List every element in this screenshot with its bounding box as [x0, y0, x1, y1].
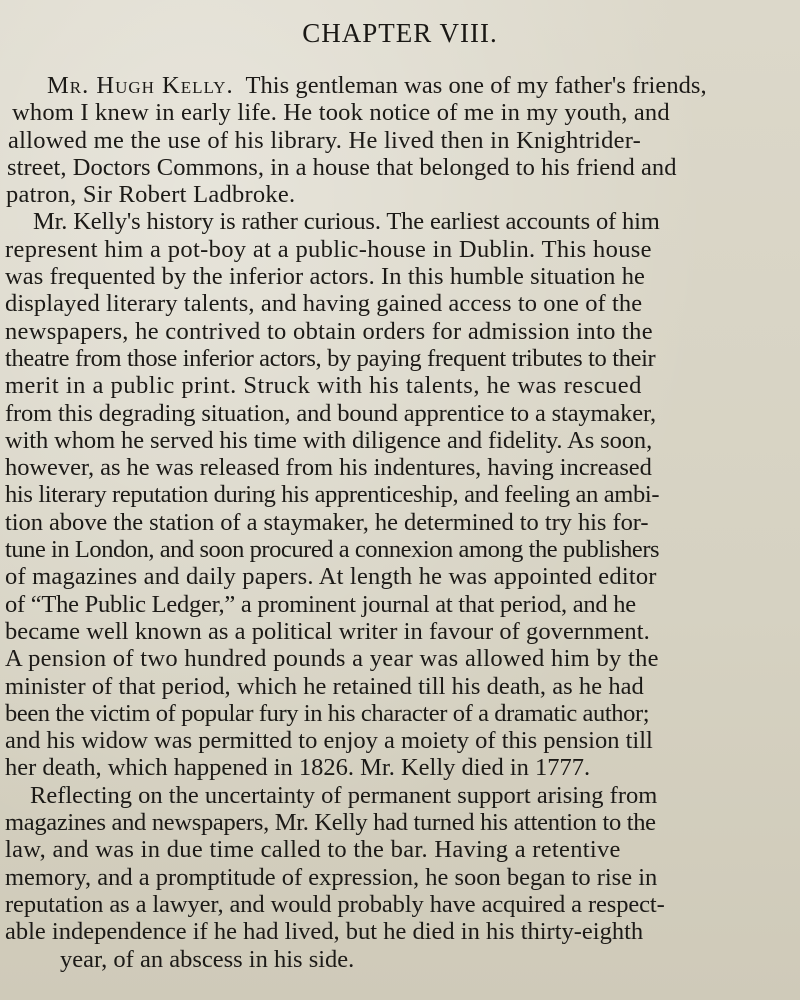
text-line: became well known as a political writer in favour of government. [5, 617, 650, 645]
text-line: been the victim of popular fury in his character of a dramatic author; [5, 699, 650, 727]
text-line: year, of an abscess in his side. [60, 945, 355, 973]
text-line: displayed literary talents, and having gained access to one of the [5, 290, 643, 318]
text-line: magazines and newspapers, Mr. Kelly had turned his attention to the [5, 809, 656, 837]
text-line: was frequented by the inferior actors. In this humble situation he [5, 263, 646, 291]
text-line: law, and was in due time called to the bar. Having a retentive [5, 836, 621, 864]
text-line: tune in London, and soon procured a connexion among the publishers [5, 536, 660, 564]
body-text [0, 72, 800, 973]
text-line: able independence if he had lived, but he died in his thirty-eighth [5, 918, 644, 946]
text-line: allowed me the use of his library. He lived then in Knightrider- [8, 126, 642, 154]
text-line: whom I knew in early life. He took notice of me in my youth, and [12, 99, 670, 127]
subject-name: Mr. Hugh Kelly. [47, 72, 234, 99]
text-line: Mr. Hugh Kelly. This gentleman was one of my father's friends, [47, 72, 707, 99]
text-line: newspapers, he contrived to obtain orders for admission into the [5, 317, 653, 345]
text-line: and his widow was permitted to enjoy a moiety of this pension till [5, 727, 653, 755]
text-line: street, Doctors Commons, in a house that belonged to his friend and [7, 153, 677, 181]
text-line: reputation as a lawyer, and would probably have acquired a respect- [5, 890, 665, 918]
text-line: merit in a public print. Struck with his talents, he was rescued [5, 372, 642, 400]
text-line: however, as he was released from his indentures, having increased [5, 454, 652, 482]
text-line: with whom he served his time with diligence and fidelity. As soon, [5, 426, 653, 454]
chapter-heading: CHAPTER VIII. [302, 18, 498, 48]
text-line: theatre from those inferior actors, by paying frequent tributes to their [5, 344, 656, 372]
text-line: memory, and a promptitude of expression, he soon began to rise in [5, 863, 658, 891]
text-line: of magazines and daily papers. At length he was appointed editor [5, 563, 657, 591]
text-line: of “The Public Ledger,” a prominent journal at that period, and he [5, 590, 636, 618]
text-line: tion above the station of a staymaker, he determined to try his for- [5, 508, 649, 536]
text-line: patron, Sir Robert Ladbroke. [6, 181, 296, 209]
text-line: Reflecting on the uncertainty of permanent support arising from [30, 781, 658, 809]
text-line: his literary reputation during his apprenticeship, and feeling an ambi- [5, 481, 660, 509]
text-line: represent him a pot-boy at a public-house in Dublin. This house [5, 235, 652, 263]
text-line: from this degrading situation, and bound apprentice to a staymaker, [5, 399, 656, 427]
text-line: minister of that period, which he retained till his death, as he had [5, 672, 644, 700]
text-line: her death, which happened in 1826. Mr. Kelly died in 1777. [5, 754, 591, 782]
text-line: Mr. Kelly's history is rather curious. The earliest accounts of him [33, 208, 660, 236]
text-line: A pension of two hundred pounds a year was allowed him by the [5, 645, 659, 673]
